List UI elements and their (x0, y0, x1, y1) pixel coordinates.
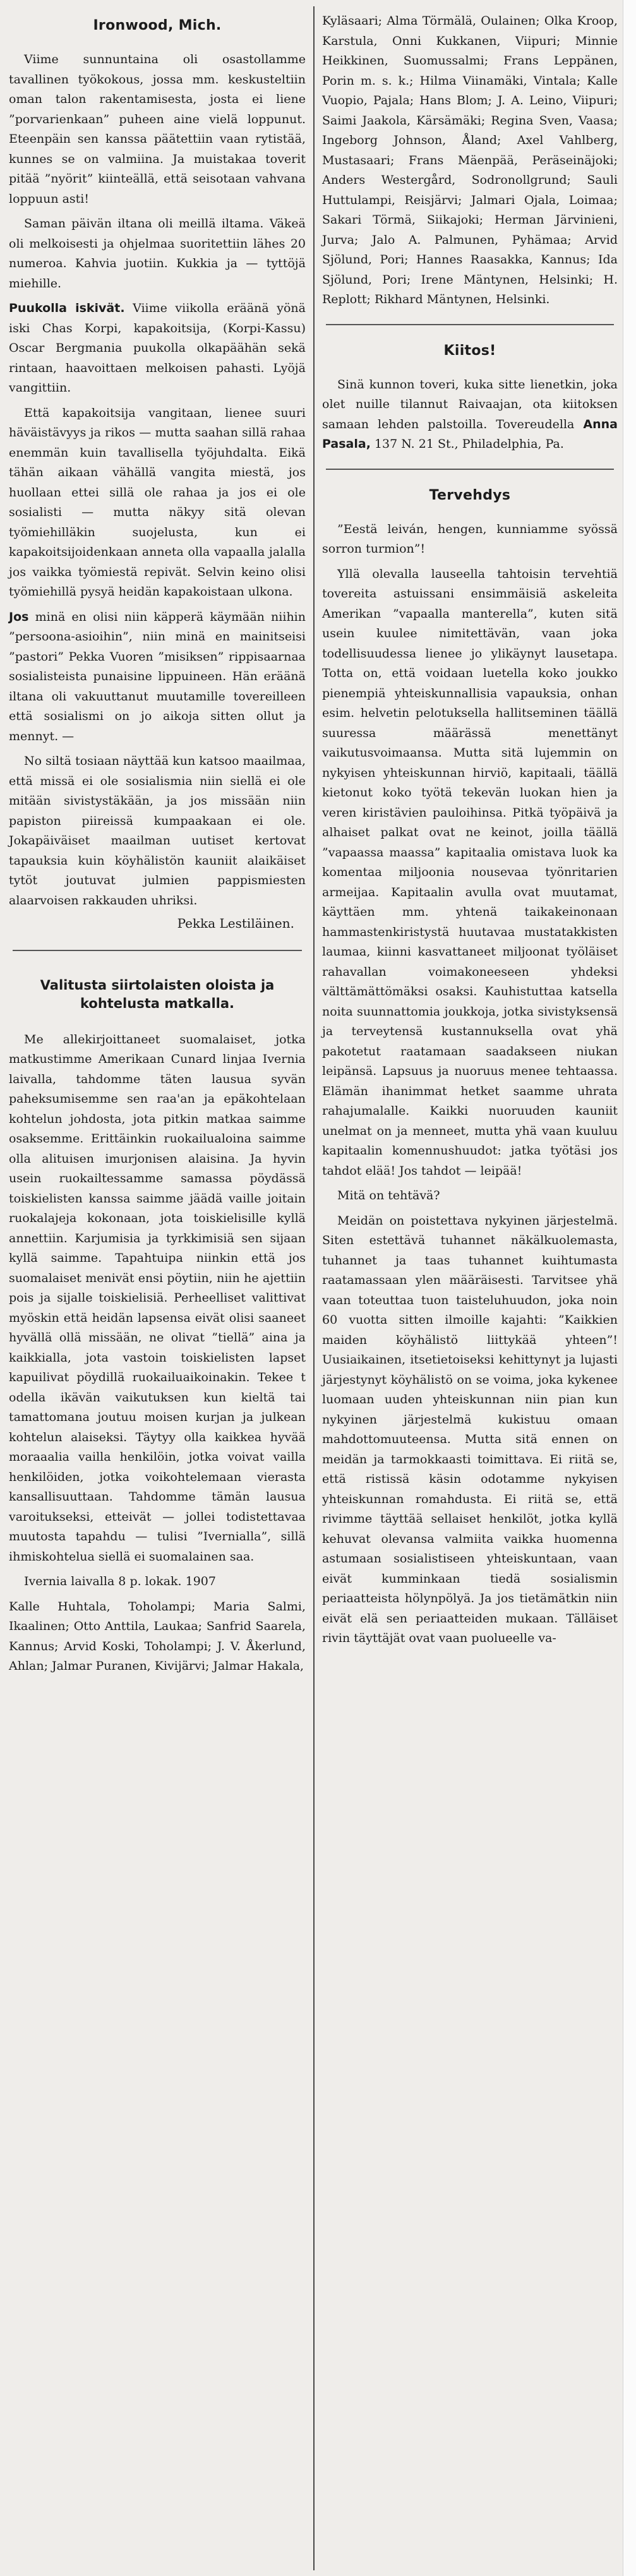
jos-paragraph (9, 608, 306, 747)
column-rule (313, 6, 315, 2570)
puukolla-paragraph (9, 299, 306, 398)
puukolla-lead: Puukolla iskivät. (9, 301, 125, 315)
puukolla-text: Viime viikolla eräänä yönä iski Chas Korpi, kapakoitsija, (Korpi-Kassu) Oscar Bergmania puukolla olkapäähän sekä rintaan, haavoittaen melkoisen pahasti. Lyöjä vangittiin. (9, 301, 306, 395)
valitusta-paragraph: Me allekirjoittaneet suomalaiset, jotka matkustimme Amerikaan Cunard linjaa Ivernia laivalla, tahdomme täten lausua syvän paheksumisemme sen raa'an ja epäkohtelaan kohtelun johdosta, jota pitkin matkaa saimme osaksemme. Erittäinkin ruokailualoina saimme olla alituisen imurjonisen alaisina. Ja hyvin usein ruokailtessamme samassa pöydässä toiskielisten kanssa saimme jäädä vaille joitain ruokalajeja kokonaan, jota toiskielisille kyllä annettiin. Karjumisia ja tyrkkimisiä sen sijaan kyllä saimme. Tapahtuipa niinkin että jos suomalaiset menivät ensi pöytiin, niin he ajettiin pois ja sijalle toiskielisiä. Perheelliset valittivat myöskin että heidän lapsensa eivät olisi saaneet hyvällä ollä missään, ne olivat ”tiellä” aina ja kaikkialla, jota vastoin toiskielisten lapset kapuilivat pöydillä ruokailuaikoinakin. Tekee t odella ikävän vaikutuksen kun kieltä tai tamattomana joutuu moisen kurjan ja julkean kohtelun alaiseksi. Täytyy olla kaikkea hyvää moraaalia vailla henkilöin, jotka voivat vailla henkilöiden, jotka voikohtelemaan vierasta kansallisuuttaan. Tahdomme tämän lausua varoitukseksi, etteivät — jollei todistettavaa muutosta tapahdu — tulisi ”Ivernialla”, sillä ihmiskohtelua siellä ei suomalainen saa. (9, 1032, 306, 1564)
signature: Pekka Lestiläinen. (177, 916, 294, 931)
tervehdys-subheading: Mitä on tehtävä? (337, 1189, 440, 1202)
section-divider (13, 950, 302, 951)
ironwood-paragraph: Viime sunnuntaina oli osastollamme tavallinen työkokous, jossa mm. keskusteltiin oman talon rakentamisesta, josta ei liene ”porvarienkaan” puheen aine vielä loppunut. Eteenpäin sen kanssa päätettiin vaan rytistää, kunnes se on valmiina. Ja muistakaa toverit pitää ”nyörit” kiinteällä, että seisotaan vahvana loppuun asti! (9, 52, 306, 206)
kiitos-text: Sinä kunnon toveri, kuka sitte lienetkin, joka olet nuille tilannut Raivaajan, ota kiitoksen samaan lehden palstoilla. Tovereudella (322, 377, 618, 431)
ironwood-heading: Ironwood, Mich. (93, 18, 222, 33)
valitusta-names: Kalle Huhtala, Toholampi; Maria Salmi, Ikaalinen; Otto Anttila, Laukaa; Sanfrid Saarela, Kannus; Arvid Koski, Toholampi; J. V. Åkerlund, Ahlan; Jalmar Puranen, Kivijärvi; Jalmar Hakala, (9, 1599, 306, 1674)
valitusta-date: Ivernia laivalla 8 p. lokak. 1907 (24, 1574, 216, 1589)
ironwood-paragraph: Saman päivän iltana oli meillä iltama. Väkeä oli melkoisesti ja ohjelmaa suoritettiin lähes 20 numeroa. Kahvia juotiin. Kukkia ja — tyttöjä miehille. (9, 217, 306, 291)
tervehdys-paragraph: Meidän on poistettava nykyinen järjestelmä. Siten estettävä tuhannet näkälkuolemasta, tuhannet ja taas tuhannet kuihtumasta raatamassaan ylen määräisesti. Tarvitsee yhä vaan toteuttaa tuon taisteluhuudon, joka noin 60 vuotta sitten ilmoille kajahti: ”Kaikkien maiden köyhälistö liittykää yhteen”! Uusiaikainen, itsetietoiseksi kehittynyt ja lujasti järjestynyt köyhälistö on se voima, joka kykenee luomaan uuden yhteiskunnan niin pian kun nykyinen järjestelmä kukistuu omaan mahdottomuuteensa. Mutta sitä ennen on meidän ja tarmokkaasti toimittava. Ei riitä se, että ristissä käsin odotamme nykyisen yhteiskunnan romahdusta. Ei riitä se, että rivimme täyttää sellaiset henkilöt, jotka kyllä kehuvat olevansa valmiita vaikka huomenna astumaan sosialistiseen yhteiskuntaan, vaan eivät kumminkaan tiedä sosialismin periaatteista hölynpölyä. Ja jos tietämätkin niin eivät elä sen periaatteiden mukaan. Tälläiset rivin täyttäjät ovat vaan puolueelle va- (322, 1213, 618, 1645)
page-edge (623, 0, 636, 2576)
valitusta-heading: Valitusta siirtolaisten oloista ja kohtelusta matkalla. (40, 978, 275, 1012)
tervehdys-quote: ”Eestä leiván, hengen, kunniamme syössä sorron turmion”! (322, 522, 618, 556)
kiitos-paragraph (322, 375, 618, 455)
section-divider (326, 324, 614, 325)
ironwood-paragraph: No siltä tosiaan näyttää kun katsoo maailmaa, että missä ei ole sosialismia niin siellä ei ole mitään sivistystäkään, ja jos missään niin papiston piireissä kumpaakaan ei ole. Jokapäiväiset maailman uutiset kertovat tapauksia kuin köyhälistön kauniit alaikäiset tytöt joutuvat julmien pappismiesten alaarvoisen rakkauden uhriksi. (9, 754, 306, 908)
jos-text: minä en olisi niin käpperä käymään niihin ”persoona-asioihin”, niin minä en mainitseisi ”pastori” Pekka Vuoren ”misiksen” rippisaarnaa sosialisteista punaisine lippuineen. Hän eräänä iltana oli vakuuttanut muutamille tovereilleen että sosialismi on jo aikoja sitten ollut ja mennyt. — (9, 609, 306, 743)
names-continued: Kyläsaari; Alma Törmälä, Oulainen; Olka Kroop, Karstula, Onni Kukkanen, Viipuri; Minnie Heikkinen, Suomussalmi; Frans Leppänen, Porin m. s. k.; Hilma Viinamäki, Vintala; Kalle Vuopio, Pajala; Hans Blom; J. A. Leino, Viipuri; Saimi Jaakola, Kärsämäki; Regina Sven, Vaasa; Ingeborg Johnson, Åland; Axel Vahlberg, Mustasaari; Frans Mäenpää, Peräseinäjoki; Anders Westergård, Sodronollgrund; Sauli Huttulampi, Reisjärvi; Jalmari Ojala, Loimaa; Sakari Törmä, Siikajoki; Herman Järvinieni, Jurva; Jalo A. Palmunen, Pyhämaa; Arvid Sjölund, Pori; Hannes Raasakka, Kannus; Ida Sjölund, Pori; Irene Mäntynen, Helsinki; H. Replott; Rikhard Mäntynen, Helsinki. (322, 14, 618, 306)
tervehdys-heading: Tervehdys (429, 487, 511, 503)
jos-lead: Jos (9, 609, 29, 624)
kiitos-name: Anna Pasala, (322, 417, 618, 451)
section-divider (326, 469, 614, 470)
kiitos-address: 137 N. 21 St., Philadelphia, Pa. (374, 437, 564, 451)
tervehdys-paragraph: Yllä olevalla lauseella tahtoisin tervehtiä tovereita astuissani ensimmäisiä askeleita Amerikan ”vapaalla manterella”, kuten sitä usein kuulee nimitettävän, vaan joka todellisuudessa lienee jo ylikäynyt lausetapa. Totta on, että voidaan luetella koko joukko pienempiä yhteiskunnallisia vapauksia, onhan esim. helvetin pelotuksella hallitseminen täällä suuressa määrässä menettänyt vaikutusvoimaansa. Mutta sitä lujemmin on nykyisen yhteiskunnan hirviö, kapitaali, täällä kietonut koko työtä tekevän luokan hien ja veren kiristävien pauloihinsa. Pitkä työpäivä ja alhaiset palkat ovat ne keinot, joilla täällä ”vapaassa maassa” kapitaalia omistava luok ka komentaa miljoonia nousevaa työnritarien armeijaa. Kapitaalin avulla ovat muutamat, käyttäen mm. yhtenä taikakeinonaan hammastenkiristystä huutavaa mustatakkisten laumaa, kiinni kasvattaneet miljoonat työläiset rahavallan voimakoneeseen yhdeksi välttämättömäksi osaksi. Kauhistuttaa katsella noita suunnattomia joukkoja, jotka sivistyksensä ja terveytensä kustannuksella ovat yhä pakotetut raatamaan saadakseen niukan leipänsä. Lapsuus ja nuoruus menee tehtaassa. Elämän ihanimmat hetket saamme uhrata rahajumalalle. Kaikki nuoruuden kauniit unelmat on ja menneet, mutta yhä vaan kuuluu kapitaalin komennushuudot: jatka työtäsi jos tahdot elää! Jos tahdot — leipää! (322, 566, 618, 1178)
ironwood-paragraph: Että kapakoitsija vangitaan, lienee suuri häväistävyys ja rikos — mutta saahan sillä rahaa enemmän kuin tavallisella työjuhdalta. Eikä tähän aikaan vähällä vangita miestä, jos huollaan ettei sillä ole rahaa ja jos ei ole sosialisti — mutta näkyy sitä olevan työmiehilläkin suojelusta, kun ei kapakoitsijoidenkaan anneta olla vapaalla jalalla jos vaikka työmiestä repivät. Selvin keino olisi työmiehillä pysyä heidän kapakoistaan ulkona. (9, 405, 306, 599)
right-column (322, 0, 618, 1654)
left-column (9, 0, 306, 1682)
kiitos-heading: Kiitos! (443, 342, 496, 359)
